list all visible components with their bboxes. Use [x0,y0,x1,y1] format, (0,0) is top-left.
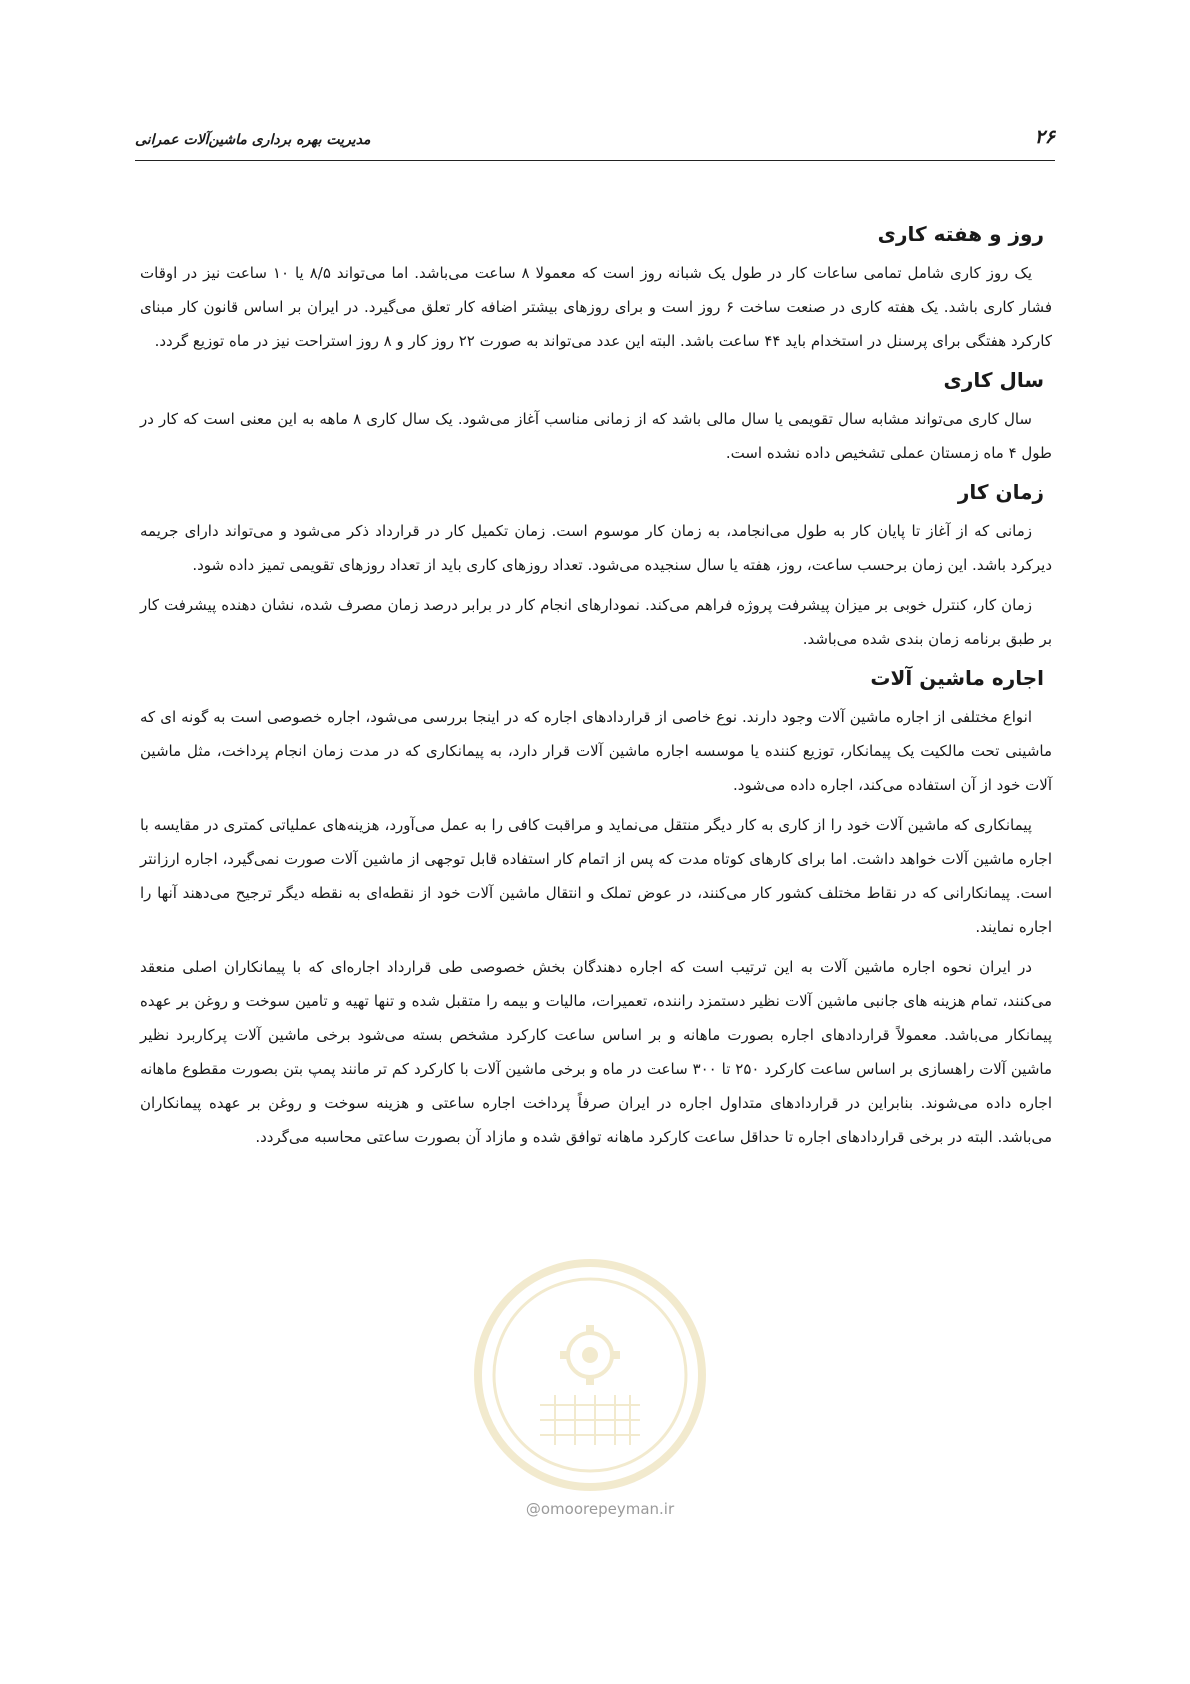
body-text [140,218,1052,1160]
page-number: ۲۶ [1034,126,1055,148]
paragraph: زمان کار، کنترل خوبی بر میزان پیشرفت پروژه فراهم می‌کند. نمودارهای انجام کار در برابر درصد زمان مصرف شده، نشان دهنده پیشرفت کار بر طبق برنامه زمان بندی شده می‌باشد. [140,596,1052,648]
paragraph: در ایران نحوه اجاره ماشین آلات به این ترتیب است که اجاره دهندگان بخش خصوصی طی قرارداد اجاره‌ای که با پیمانکاران اصلی منعقد می‌کنند، تمام هزینه های جانبی ماشین آلات نظیر دستمزد راننده، تعمیرات، مالیات و بیمه را متقبل شده و تنها تهیه و تامین سوخت و روغن بر عهده پیمانکار می‌باشد. معمولاً قراردادهای اجاره بصورت ماهانه و بر اساس ساعت کارکرد مشخص بسته می‌شود برخی ماشین آلات پرکاربرد نظیر ماشین آلات راهسازی بر اساس ساعت کارکرد ۲۵۰ تا ۳۰۰ ساعت در ماه و برخی ماشین آلات با کارکرد کم تر مانند پمپ بتن بصورت مقطوع ماهانه اجاره داده می‌شوند. بنابراین در قراردادهای متداول اجاره در ایران صرفاً پرداخت اجاره ساعتی و هزینه سوخت و روغن بر عهده پیمانکاران می‌باشد. البته در برخی قراردادهای اجاره تا حداقل ساعت کارکرد ماهانه توافق شده و مازاد آن بصورت ساعتی محاسبه می‌گردد. [140,958,1052,1146]
page-header [135,118,1055,158]
watermark-seal-icon [470,1255,710,1495]
section-heading-workday: روز و هفته کاری [877,222,1044,246]
watermark-url: @omoorepeyman.ir [525,1500,675,1518]
paragraph: انواع مختلفی از اجاره ماشین آلات وجود دارند. نوع خاصی از قراردادهای اجاره که در اینجا بررسی می‌شود، اجاره خصوصی است به گونه ای که ماشینی تحت مالکیت یک پیمانکار، توزیع کننده یا موسسه اجاره ماشین آلات قرار دارد، به پیمانکاری که در مدت زمان انجام پرداخت، مثل ماشین آلات خود از آن استفاده می‌کند، اجاره داده می‌شود. [140,708,1052,794]
header-rule [135,160,1055,161]
paragraph: سال کاری می‌تواند مشابه سال تقویمی یا سال مالی باشد که از زمانی مناسب آغاز می‌شود. یک سال کاری ۸ ماهه به این معنی است که کار در طول ۴ ماه زمستان عملی تشخیص داده نشده است. [140,410,1052,462]
section-heading-work-year: سال کاری [943,368,1044,392]
paragraph: زمانی که از آغاز تا پایان کار به طول می‌انجامد، به زمان کار موسوم است. زمان تکمیل کار در قرارداد ذکر می‌شود و می‌تواند دارای جریمه دیرکرد باشد. این زمان برحسب ساعت، روز، هفته یا سال سنجیده می‌شود. تعداد روزهای کاری باید از تعداد روزهای تقویمی تمیز داده شود. [140,522,1052,574]
paragraph: یک روز کاری شامل تمامی ساعات کار در طول یک شبانه روز است که معمولا ۸ ساعت می‌باشد. اما می‌تواند ۸/۵ یا ۱۰ ساعت نیز در اوقات فشار کاری باشد. یک هفته کاری در صنعت ساخت ۶ روز است و برای روزهای بیشتر اضافه کار تعلق می‌گیرد. در ایران بر اساس قانون کار مبنای کارکرد هفتگی برای پرسنل در استخدام باید ۴۴ ساعت باشد. البته این عدد می‌تواند به صورت ۲۲ روز کار و ۸ روز استراحت نیز در ماه توزیع گردد. [140,264,1052,350]
paragraph: پیمانکاری که ماشین آلات خود را از کاری به کار دیگر منتقل می‌نماید و مراقبت کافی را به عمل می‌آورد، هزینه‌های عملیاتی کمتری در مقایسه با اجاره ماشین آلات خواهد داشت. اما برای کارهای کوتاه مدت که پس از اتمام کار استفاده قابل توجهی از ماشین آلات صورت نمی‌گیرد، اجاره ارزانتر است. پیمانکارانی که در نقاط مختلف کشور کار می‌کنند، در عوض تملک و انتقال ماشین آلات خود از نقطه‌ای به نقطه دیگر ترجیح می‌دهند آنها را اجاره نمایند. [140,816,1052,936]
section-heading-work-time: زمان کار [957,480,1044,504]
section-heading-machinery-rental: اجاره ماشین آلات [870,666,1044,690]
running-title: مدیریت بهره برداری ماشین‌آلات عمرانی [135,132,371,148]
